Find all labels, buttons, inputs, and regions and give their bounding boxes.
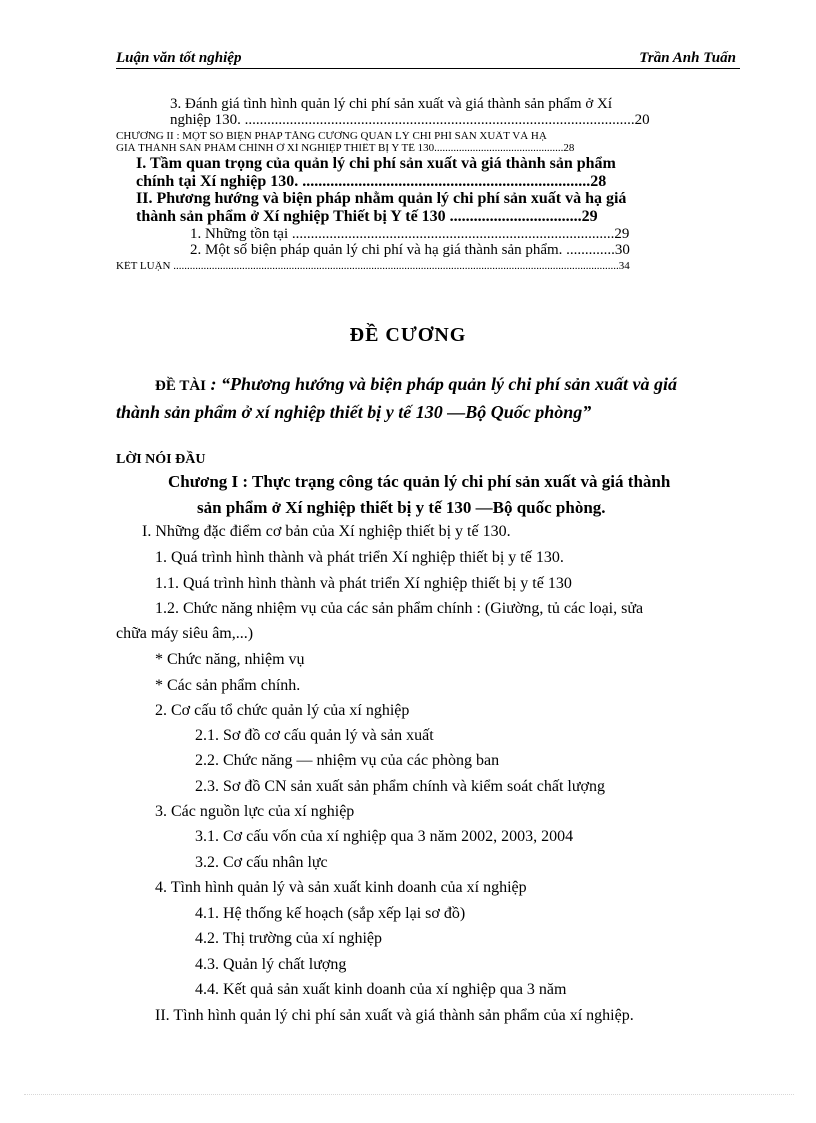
chapter-heading: Chương I : Thực trạng công tác quản lý chi phí sản xuất và giá thành (168, 472, 671, 491)
outline-item: 2.3. Sơ đồ CN sản xuất sản phẩm chính và kiểm soát chất lượng (195, 778, 605, 795)
outline-item: 2.2. Chức năng — nhiệm vụ của các phòng ban (195, 752, 500, 769)
page-header (116, 48, 740, 69)
subject-text: : “Phương hướng và biện pháp quản lý chi phí sản xuất và giá (210, 374, 677, 394)
toc-section-heading: chính tại Xí nghiệp 130. ........................................................................28 (136, 174, 607, 190)
outline-item: II. Tình hình quản lý chi phí sản xuất và giá thành sản phẩm của xí nghiệp. (155, 1007, 634, 1024)
toc-line: 3. Đánh giá tình hình quản lý chi phí sản xuất và giá thành sản phẩm ở Xí (170, 96, 613, 112)
page-title: ĐỀ CƯƠNG (349, 324, 467, 346)
outline-item: * Các sản phẩm chính. (155, 677, 301, 694)
outline-item: 3. Các nguồn lực của xí nghiệp (155, 803, 355, 820)
toc-line: 2. Một số biện pháp quản lý chi phí và hạ giá thành sản phẩm. .............30 (190, 242, 630, 258)
outline-item: 1. Quá trình hình thành và phát triển Xí nghiệp thiết bị y tế 130. (155, 549, 564, 566)
outline-item: 1.2. Chức năng nhiệm vụ của các sản phẩm chính : (Giường, tủ các loại, sửa (155, 600, 644, 617)
outline-item: 3.2. Cơ cấu nhân lực (195, 854, 328, 871)
outline-item: 4.1. Hệ thống kế hoạch (sắp xếp lại sơ đồ) (195, 905, 466, 922)
outline-item: 4.3. Quản lý chất lượng (195, 956, 347, 973)
outline-item: 3.1. Cơ cấu vốn của xí nghiệp qua 3 năm 2002, 2003, 2004 (195, 828, 574, 845)
subject-line (155, 374, 677, 395)
subject-label: ĐỀ TÀI (155, 378, 206, 394)
toc-chapter-heading: CHƯƠNG II : MỘT SỐ BIỆN PHÁP TĂNG CƯỜNG QUẢN LÝ CHI PHÍ SẢN XUẤT VÀ HẠ (116, 131, 547, 142)
chapter-heading-continued: sản phẩm ở Xí nghiệp thiết bị y tế 130 —Bộ quốc phòng. (197, 498, 606, 517)
header-thesis-label: Luận văn tốt nghiệp (116, 50, 242, 66)
subject-text-continued: thành sản phẩm ở xí nghiệp thiết bị y tế 130 —Bộ Quốc phòng” (116, 402, 592, 422)
outline-item: I. Những đặc điểm cơ bản của Xí nghiệp thiết bị y tế 130. (142, 523, 511, 540)
outline-item: chữa máy siêu âm,...) (116, 625, 254, 642)
page-footer-divider (24, 1094, 794, 1095)
outline-item: 2. Cơ cấu tổ chức quản lý của xí nghiệp (155, 702, 410, 719)
outline-item: 4. Tình hình quản lý và sản xuất kinh doanh của xí nghiệp (155, 879, 527, 896)
toc-line: nghiệp 130. ........................................................................................................20 (170, 112, 650, 128)
outline-item: 4.4. Kết quả sản xuất kinh doanh của xí nghiệp qua 3 năm (195, 981, 567, 998)
toc-section-heading: thành sản phẩm ở Xí nghiệp Thiết bị Y tế 130 .................................29 (136, 209, 598, 225)
outline-item: 4.2. Thị trường của xí nghiệp (195, 930, 383, 947)
preface-heading: LỜI NÓI ĐẦU (116, 452, 206, 467)
outline-item: 2.1. Sơ đồ cơ cấu quản lý và sản xuất (195, 727, 434, 744)
header-author-name: Trần Anh Tuấn (639, 50, 736, 66)
toc-line: 1. Những tồn tại ......................................................................................29 (190, 226, 630, 242)
outline-item: * Chức năng, nhiệm vụ (155, 651, 305, 668)
toc-conclusion: KẾT LUẬN ..................................................................................................................................................................34 (116, 261, 630, 272)
toc-section-heading: I. Tầm quan trọng của quản lý chi phí sản xuất và giá thành sản phẩm (136, 156, 616, 172)
toc-section-heading: II. Phương hướng và biện pháp nhằm quản lý chi phí sản xuất và hạ giá (136, 191, 627, 207)
toc-chapter-heading: GIÁ THÀNH SẢN PHẨM CHÍNH Ở XÍ NGHIỆP THIẾT BỊ Y TẾ 130...............................................28 (116, 143, 575, 154)
outline-item: 1.1. Quá trình hình thành và phát triển Xí nghiệp thiết bị y tế 130 (155, 575, 572, 592)
